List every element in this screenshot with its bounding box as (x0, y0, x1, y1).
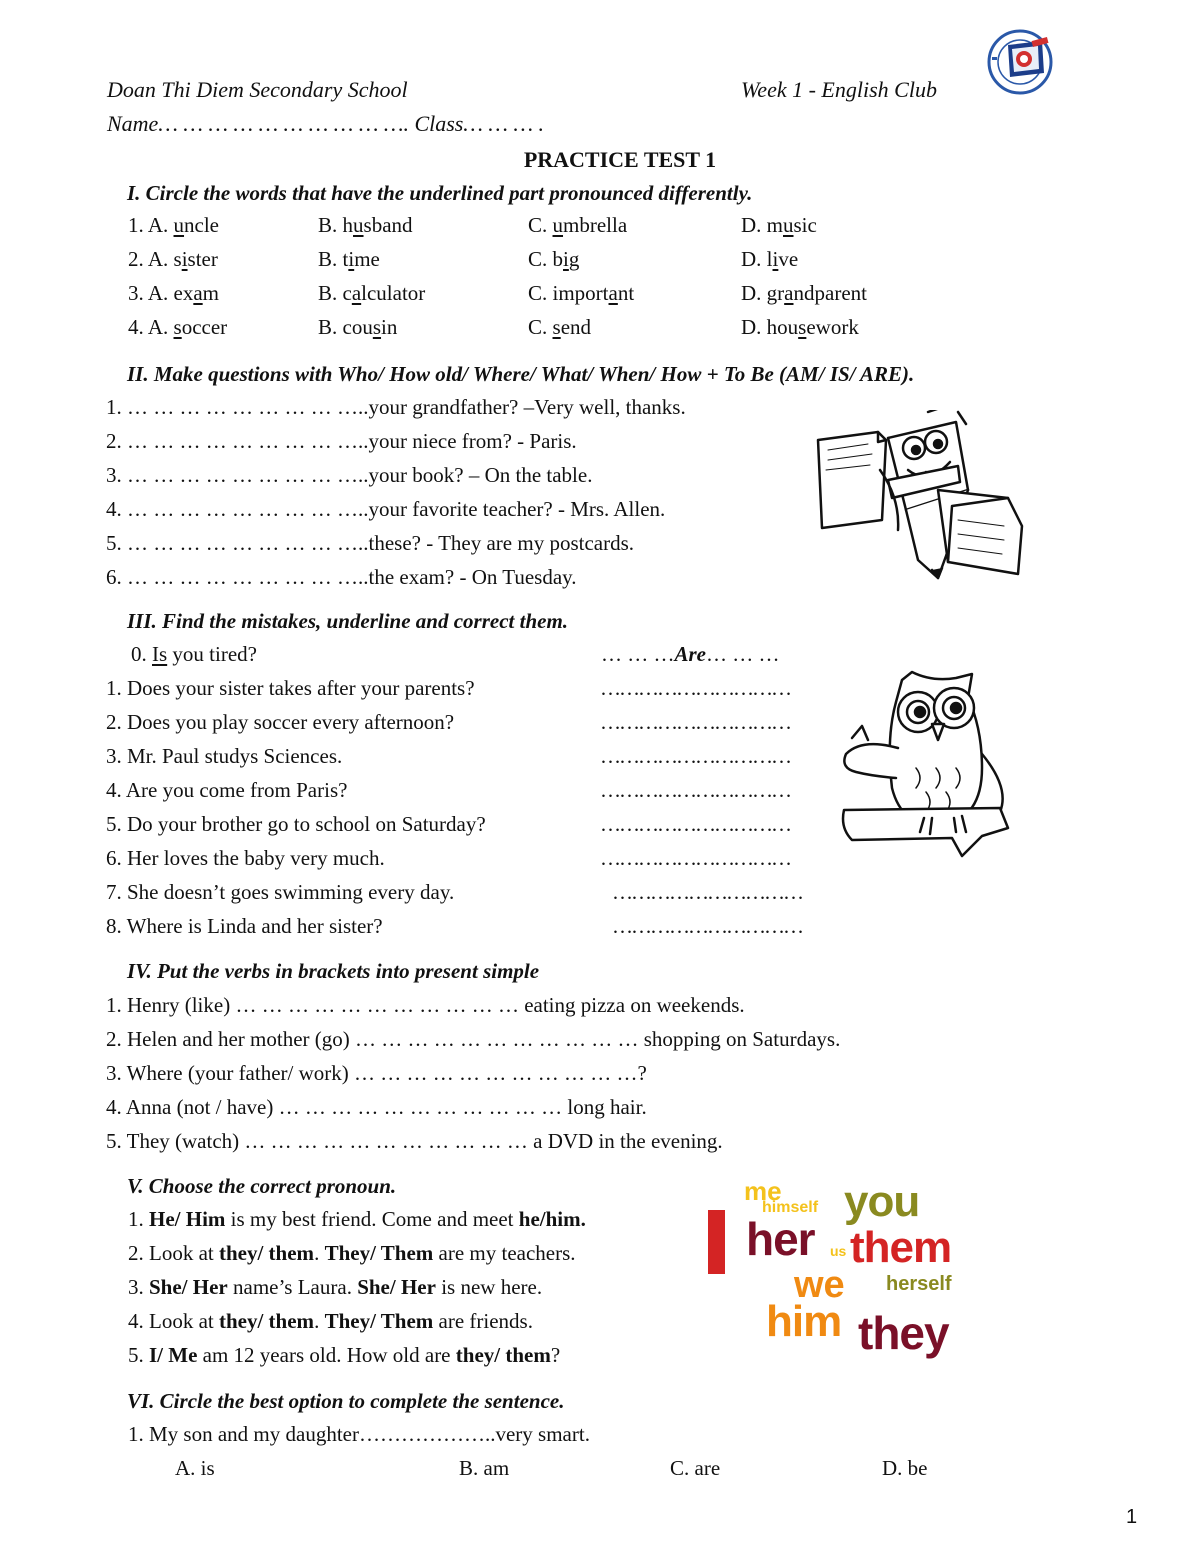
option-c[interactable]: C. are (670, 1456, 721, 1480)
q2-option-b[interactable]: B. time (318, 247, 380, 271)
section-2-heading: II. Make questions with Who/ How old/ Where/ What/ When/ How + To Be (AM/ IS/ ARE). (127, 362, 915, 386)
verb-item-4: 4. Anna (not / have) … … … … … … … … … … … long hair. (106, 1095, 647, 1119)
pronoun-item-2: 2. Look at they/ them. They/ Them are my teachers. (128, 1241, 576, 1265)
pronoun-item-1: 1. He/ Him is my best friend. Come and meet he/him. (128, 1207, 586, 1231)
correction-blank-8[interactable]: ………………………… (612, 914, 802, 938)
mistake-sentence-8[interactable]: 8. Where is Linda and her sister? (106, 914, 383, 938)
q1-option-d[interactable]: D. music (741, 213, 817, 237)
pronoun-choice[interactable]: they/ them (218, 1309, 315, 1333)
week-label: Week 1 - English Club (741, 77, 937, 102)
pronoun-word-we: we (794, 1264, 845, 1306)
pronoun-word-me: me (744, 1176, 782, 1206)
pronoun-word-us: us (830, 1243, 847, 1259)
option-d[interactable]: D. be (882, 1456, 928, 1480)
pronoun-choice[interactable]: they/ them (218, 1241, 315, 1265)
option-a[interactable]: A. is (175, 1456, 215, 1480)
section-1-heading: I. Circle the words that have the underlined part pronounced differently. (127, 181, 753, 205)
pencil-cartoon-image (808, 410, 1030, 592)
q3-option-c[interactable]: C. important (528, 281, 635, 305)
option-b[interactable]: B. am (459, 1456, 510, 1480)
section-6-question-1: 1. My son and my daughter………………..very smart. (128, 1422, 590, 1446)
mistake-sentence-5[interactable]: 5. Do your brother go to school on Saturday? (106, 812, 486, 836)
verb-item-1: 1. Henry (like) … … … … … … … … … … … eating pizza on weekends. (106, 993, 745, 1017)
pronoun-choice[interactable]: She/ Her (357, 1275, 436, 1299)
q1-option-a[interactable]: 1. A. uncle (128, 213, 219, 237)
pronoun-choice[interactable]: he/him. (518, 1207, 586, 1231)
mistake-sentence-1[interactable]: 1. Does your sister takes after your parents? (106, 676, 475, 700)
q1-option-b[interactable]: B. husband (318, 213, 413, 237)
pronoun-word-them: them (850, 1223, 952, 1272)
question-item-2: 2. … … … … … … … … …..your niece from? - Paris. (106, 429, 577, 453)
correction-blank-6[interactable]: ………………………… (600, 846, 790, 870)
pronoun-word-her: her (746, 1213, 815, 1265)
q3-option-a[interactable]: 3. A. exam (128, 281, 219, 305)
pronoun-choice[interactable]: She/ Her (149, 1275, 228, 1299)
school-name: Doan Thi Diem Secondary School (107, 77, 408, 102)
pronoun-word-you: you (844, 1177, 920, 1226)
example-answer: … … …Are… … … (601, 642, 780, 666)
pronoun-word-him: him (766, 1297, 842, 1346)
pronoun-word-cloud-image (700, 1172, 980, 1372)
section-4-heading: IV. Put the verbs in brackets into present simple (127, 959, 540, 983)
q1-option-c[interactable]: C. umbrella (528, 213, 628, 237)
section-5-heading: V. Choose the correct pronoun. (127, 1174, 397, 1198)
pronoun-item-4: 4. Look at they/ them. They/ Them are friends. (128, 1309, 533, 1333)
q4-option-b[interactable]: B. cousin (318, 315, 398, 339)
correction-blank-4[interactable]: ………………………… (600, 778, 790, 802)
pronoun-word-they: they (858, 1307, 949, 1359)
mistake-sentence-3[interactable]: 3. Mr. Paul studys Sciences. (106, 744, 343, 768)
mistake-sentence-4[interactable]: 4. Are you come from Paris? (106, 778, 348, 802)
q2-option-c[interactable]: C. big (528, 247, 580, 271)
q4-option-a[interactable]: 4. A. soccer (128, 315, 228, 339)
example-sentence: 0. Is you tired? (131, 642, 257, 666)
mistake-sentence-2[interactable]: 2. Does you play soccer every afternoon? (106, 710, 455, 734)
pronoun-choice[interactable]: He/ Him (149, 1207, 226, 1231)
q2-option-a[interactable]: 2. A. sister (128, 247, 218, 271)
correction-blank-7[interactable]: ………………………… (612, 880, 802, 904)
pronoun-choice[interactable]: They/ Them (324, 1309, 434, 1333)
question-item-4: 4. … … … … … … … … …..your favorite teacher? - Mrs. Allen. (106, 497, 666, 521)
school-logo (984, 27, 1060, 97)
correction-blank-1[interactable]: ………………………… (600, 676, 790, 700)
pronoun-word-I (708, 1210, 725, 1274)
pronoun-item-3: 3. She/ Her name’s Laura. She/ Her is new here. (128, 1275, 543, 1299)
q2-option-d[interactable]: D. live (741, 247, 799, 271)
mistake-sentence-7[interactable]: 7. She doesn’t goes swimming every day. (106, 880, 455, 904)
question-item-3: 3. … … … … … … … … …..your book? – On the table. (106, 463, 593, 487)
page-title: PRACTICE TEST 1 (523, 147, 717, 172)
pronoun-word-himself: himself (762, 1199, 819, 1216)
question-item-1: 1. … … … … … … … … …..your grandfather? –Very well, thanks. (106, 395, 686, 419)
pronoun-choice[interactable]: I/ Me (149, 1343, 198, 1367)
q4-option-d[interactable]: D. housework (741, 315, 859, 339)
pronoun-item-5: 5. I/ Me am 12 years old. How old are they/ them? (128, 1343, 561, 1367)
q3-option-b[interactable]: B. calculator (318, 281, 426, 305)
verb-item-3: 3. Where (your father/ work) … … … … … … … … … … …? (106, 1061, 647, 1085)
pronoun-word-herself: herself (886, 1273, 952, 1295)
q3-option-d[interactable]: D. grandparent (741, 281, 867, 305)
page-number: 1 (1126, 1506, 1138, 1528)
section-6-heading: VI. Circle the best option to complete the sentence. (127, 1389, 565, 1413)
mistake-sentence-6[interactable]: 6. Her loves the baby very much. (106, 846, 385, 870)
name-class-line: Name… … … … … … … … … …. Class… … … . (107, 111, 545, 136)
verb-item-5: 5. They (watch) … … … … … … … … … … … a DVD in the evening. (106, 1129, 723, 1153)
correction-blank-2[interactable]: ………………………… (600, 710, 790, 734)
example-underlined-word: Is (152, 642, 168, 666)
owl-cartoon-image (832, 668, 1014, 858)
pronoun-choice[interactable]: they/ them (455, 1343, 551, 1367)
pronoun-choice[interactable]: They/ Them (324, 1241, 434, 1265)
correction-blank-5[interactable]: ………………………… (600, 812, 790, 836)
verb-item-2: 2. Helen and her mother (go) … … … … … … … … … … … shopping on Saturdays. (106, 1027, 841, 1051)
q4-option-c[interactable]: C. send (528, 315, 592, 339)
question-item-6: 6. … … … … … … … … …..the exam? - On Tuesday. (106, 565, 577, 589)
section-3-heading: III. Find the mistakes, underline and correct them. (127, 609, 569, 633)
question-item-5: 5. … … … … … … … … …..these? - They are my postcards. (106, 531, 635, 555)
correction-blank-3[interactable]: ………………………… (600, 744, 790, 768)
